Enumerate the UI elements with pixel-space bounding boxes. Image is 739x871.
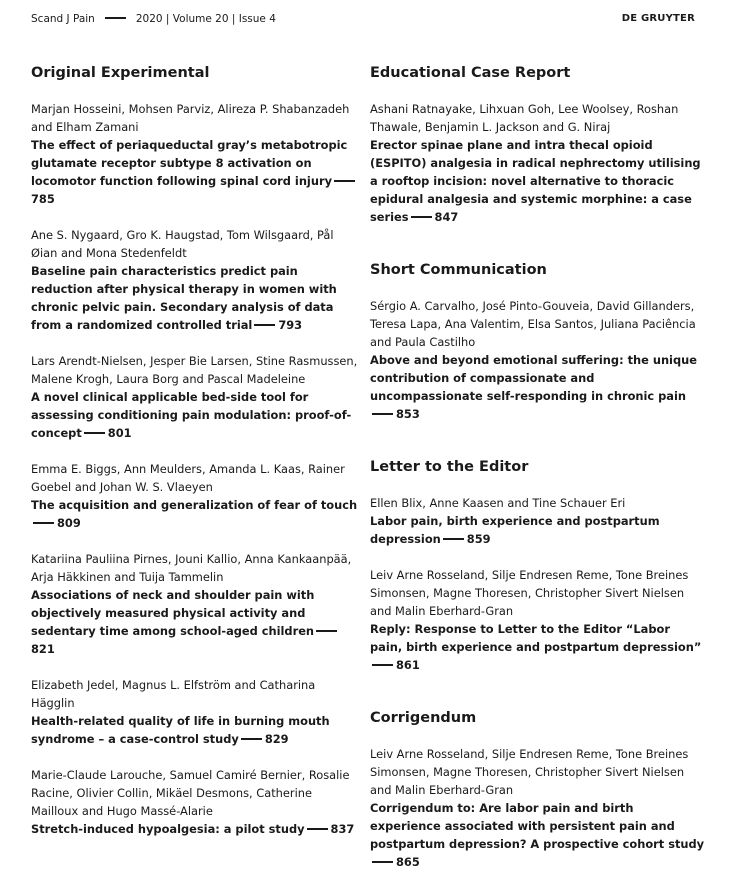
- page-dash: [307, 828, 328, 830]
- article-authors: Marie-Claude Larouche, Samuel Camiré Bernier, Rosalie Racine, Olivier Collin, Mikäel Desmons, Catherine Mailloux and Hugo Massé-Alarie: [31, 768, 350, 818]
- article-authors: Lars Arendt-Nielsen, Jesper Bie Larsen, Stine Rasmussen, Malene Krogh, Laura Borg and Pascal Madeleine: [31, 354, 358, 386]
- article-page[interactable]: 829: [264, 732, 289, 746]
- article-entry: [370, 100, 705, 226]
- article-entry: [370, 297, 705, 423]
- article-title-line[interactable]: [370, 136, 705, 226]
- article-title-line[interactable]: [31, 388, 361, 442]
- section-title: Corrigendum: [370, 710, 477, 726]
- article-title[interactable]: Baseline pain characteristics predict pain reduction after physical therapy in women with chronic pelvic pain. Secondary analysis of data from a randomized controlled trial: [31, 264, 337, 332]
- section-letter-to-the-editor: [370, 458, 705, 674]
- section-corrigendum: [370, 709, 705, 871]
- article-page[interactable]: 859: [466, 532, 491, 546]
- section-title: Educational Case Report: [370, 65, 571, 81]
- article-title[interactable]: A novel clinical applicable bed-side tool for assessing conditioning pain modulation: proof-of-concept: [31, 390, 352, 440]
- article-title[interactable]: Associations of neck and shoulder pain with objectively measured physical activity and sedentary time among school-aged children: [31, 588, 315, 638]
- article-authors: Leiv Arne Rosseland, Silje Endresen Reme, Tone Breines Simonsen, Magne Thoresen, Christopher Sivert Nielsen and Malin Eberhard-Gran: [370, 747, 689, 797]
- section-original-experimental: [31, 64, 361, 838]
- section-title: Original Experimental: [31, 65, 210, 81]
- page-dash: [372, 413, 393, 415]
- article-title-line[interactable]: [370, 620, 705, 674]
- section-title: Short Communication: [370, 262, 547, 278]
- page-dash: [84, 432, 105, 434]
- page-dash: [443, 538, 464, 540]
- article-entry: [370, 566, 705, 674]
- header-dash: [105, 17, 126, 19]
- article-title-line[interactable]: [31, 712, 361, 748]
- article-entry: [31, 352, 361, 442]
- article-title[interactable]: Corrigendum to: Are labor pain and birth experience associated with persistent pain and postpartum depression? A prospective cohort study: [370, 801, 705, 851]
- article-authors: Emma E. Biggs, Ann Meulders, Amanda L. Kaas, Rainer Goebel and Johan W. S. Vlaeyen: [31, 462, 345, 494]
- article-entry: [31, 460, 361, 532]
- section-title: Letter to the Editor: [370, 459, 529, 475]
- article-page[interactable]: 793: [278, 318, 303, 332]
- article-page[interactable]: 785: [31, 192, 55, 206]
- article-authors: Katariina Pauliina Pirnes, Jouni Kallio, Anna Kankaanpää, Arja Häkkinen and Tuija Tammelin: [31, 552, 352, 584]
- article-page[interactable]: 847: [434, 210, 459, 224]
- article-title[interactable]: Above and beyond emotional suffering: the unique contribution of compassionate and uncompassionate self-responding in chronic pain: [370, 353, 697, 403]
- article-entry: [31, 550, 361, 658]
- article-entry: [370, 745, 705, 871]
- article-authors: Ane S. Nygaard, Gro K. Haugstad, Tom Wilsgaard, Pål Øian and Mona Stedenfeldt: [31, 228, 334, 260]
- article-title[interactable]: The acquisition and generalization of fear of touch: [31, 498, 358, 512]
- article-title-line[interactable]: [31, 496, 361, 532]
- article-title-line[interactable]: [370, 351, 705, 423]
- article-entry: [31, 100, 361, 208]
- article-title[interactable]: The effect of periaqueductal gray’s metabotropic glutamate receptor subtype 8 activation on locomotor function following spinal cord injury: [31, 138, 348, 188]
- article-title-line[interactable]: [31, 820, 361, 838]
- article-entry: [31, 766, 361, 838]
- article-title-line[interactable]: [370, 512, 705, 548]
- article-page[interactable]: 837: [330, 822, 355, 836]
- article-page[interactable]: 801: [107, 426, 132, 440]
- journal-info: [31, 13, 276, 25]
- article-title[interactable]: Stretch-induced hypoalgesia: a pilot study: [31, 822, 305, 836]
- page-dash: [372, 664, 393, 666]
- article-authors: Elizabeth Jedel, Magnus L. Elfström and Catharina Hägglin: [31, 678, 316, 710]
- article-title-line[interactable]: [370, 799, 705, 871]
- article-authors: Ashani Ratnayake, Lihxuan Goh, Lee Woolsey, Roshan Thawale, Benjamin L. Jackson and G. Niraj: [370, 102, 679, 134]
- page-dash: [334, 180, 355, 182]
- journal-name: Scand J Pain: [31, 13, 95, 25]
- article-page[interactable]: 853: [396, 407, 420, 421]
- page-dash: [372, 861, 393, 863]
- page-dash: [316, 630, 337, 632]
- page-dash: [33, 522, 54, 524]
- article-page[interactable]: 865: [396, 855, 420, 869]
- article-title[interactable]: Health-related quality of life in burning mouth syndrome – a case-control study: [31, 714, 330, 746]
- page-dash: [411, 216, 432, 218]
- article-title[interactable]: Reply: Response to Letter to the Editor “Labor pain, birth experience and postpartum depression”: [370, 622, 702, 654]
- page-dash: [241, 738, 262, 740]
- article-page[interactable]: 821: [31, 642, 55, 656]
- page-dash: [254, 324, 275, 326]
- article-entry: [31, 226, 361, 334]
- article-entry: [31, 676, 361, 748]
- publisher-name: DE GRUYTER: [621, 13, 695, 24]
- article-title-line[interactable]: [31, 586, 361, 658]
- article-title-line[interactable]: [31, 262, 361, 334]
- article-page[interactable]: 809: [57, 516, 81, 530]
- issue-info: 2020 | Volume 20 | Issue 4: [135, 13, 276, 25]
- page-header: [31, 13, 695, 29]
- article-authors: Ellen Blix, Anne Kaasen and Tine Schauer Eri: [370, 496, 626, 510]
- article-title-line[interactable]: [31, 136, 361, 208]
- section-short-communication: [370, 261, 705, 423]
- article-title[interactable]: Labor pain, birth experience and postpartum depression: [370, 514, 660, 546]
- right-column: [370, 64, 705, 871]
- article-title[interactable]: Erector spinae plane and intra thecal opioid (ESPITO) analgesia in radical nephrectomy utilising a rooftop incision: novel alternative to thoracic epidural analgesia and systemic morphine: a case series: [370, 138, 701, 224]
- section-educational-case-report: [370, 64, 705, 226]
- left-column: [31, 64, 361, 838]
- article-authors: Leiv Arne Rosseland, Silje Endresen Reme, Tone Breines Simonsen, Magne Thoresen, Christopher Sivert Nielsen and Malin Eberhard-Gran: [370, 568, 689, 618]
- article-authors: Sérgio A. Carvalho, José Pinto-Gouveia, David Gillanders, Teresa Lapa, Ana Valentim, Elsa Santos, Juliana Paciência and Paula Castilho: [370, 299, 696, 349]
- article-page[interactable]: 861: [396, 658, 420, 672]
- article-authors: Marjan Hosseini, Mohsen Parviz, Alireza P. Shabanzadeh and Elham Zamani: [31, 102, 350, 134]
- article-entry: [370, 494, 705, 548]
